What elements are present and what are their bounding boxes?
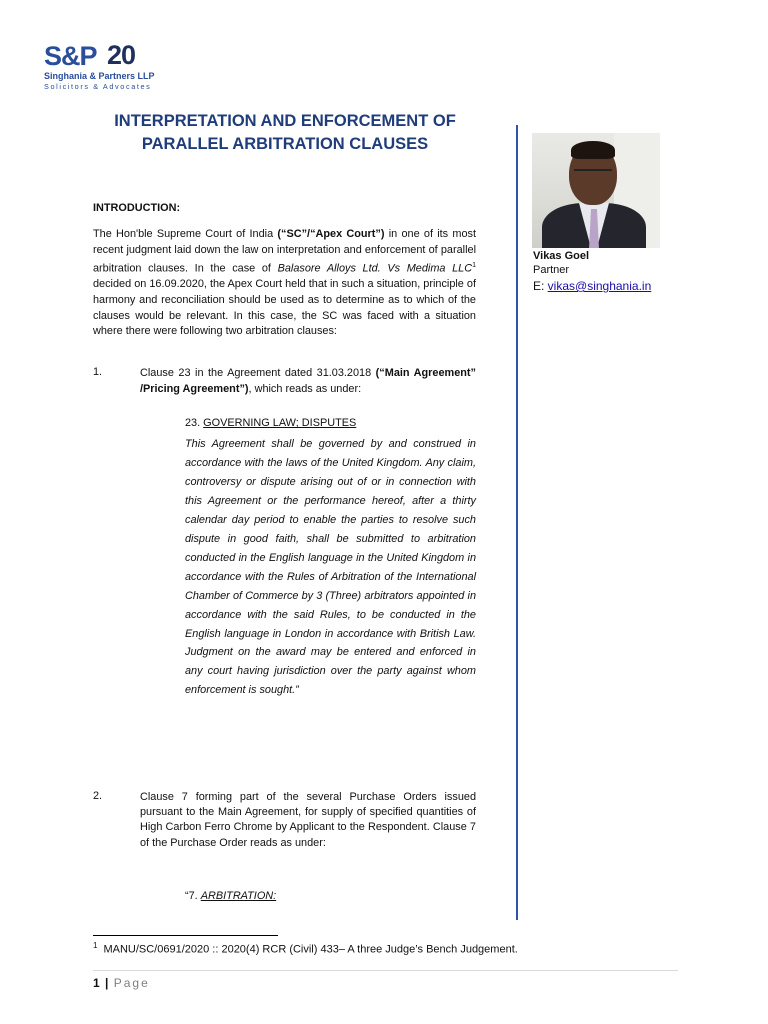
firm-logo [44,42,164,94]
document-title [110,110,460,156]
item-1-text [140,366,476,397]
footnote [93,941,518,956]
author-name: Vikas Goel [533,250,590,262]
clause-7-prefix: “7. [185,890,201,902]
footnote-text: MANU/SC/0691/2020 :: 2020(4) RCR (Civil) 433– A three Judge’s Bench Judgement. [103,943,518,956]
case-name: Balasore Alloys Ltd. Vs Medima LLC [277,262,473,275]
footnote-mark: 1 [93,941,98,950]
item-1-text-a: Clause 23 in the Agreement dated 31.03.2018 [140,367,376,379]
footer-rule [93,970,678,971]
clause-7-heading [185,890,276,902]
page-footer [93,976,150,990]
author-email-line [533,279,651,293]
logo-anniversary: 20 [107,40,136,70]
author-email-link[interactable]: vikas@singhania.in [547,279,652,293]
logo-tagline: Solicitors & Advocates [44,82,152,91]
clause-23-number: 23. [185,417,204,429]
intro-text-a: The Hon'ble Supreme Court of India [93,228,278,240]
logo-firm-name: Singhania & Partners LLP [44,71,155,81]
item-1-number: 1. [93,366,103,378]
intro-defined-term: (“SC”/“Apex Court”) [277,228,385,240]
logo-mark-text: S&P [44,41,97,71]
item-1-text-c: , which reads as under: [248,382,362,395]
clause-7-title: ARBITRATION: [200,890,277,902]
page-number: 1 [93,976,101,990]
footnote-ref[interactable]: 1 [472,262,476,270]
title-line-1: INTERPRETATION AND ENFORCEMENT OF [114,112,456,130]
footer-separator: | [105,976,110,990]
item-2-number: 2. [93,790,103,802]
email-prefix: E: [533,279,548,293]
intro-paragraph [93,227,476,340]
item-2-text: Clause 7 forming part of the several Purchase Orders issued pursuant to the Main Agreement, for supply of specified quantities of High Carbon Ferro Chrome by Applicant to the Respondent. Clause 7 of the Purchase Order reads as under: [140,791,476,849]
intro-text-c: in one of its most recent judgment laid down the law on interpretation and enforcement of parallel arbitration clauses. In the case of [93,228,476,275]
section-heading: INTRODUCTION: [93,202,181,214]
footnote-separator [93,935,278,936]
author-photo [532,133,660,248]
page-label: Page [113,976,150,990]
intro-text-e: decided on 16.09.2020, the Apex Court held that in such a situation, principle of harmony and reconciliation should be used as to determine as to which of the clauses would be relevant. In this case, the SC was faced with a situation where there were following two arbitration clauses: [93,278,476,338]
author-role: Partner [533,264,570,276]
clause-23-title: GOVERNING LAW; DISPUTES [203,417,357,429]
title-line-2: PARALLEL ARBITRATION CLAUSES [141,135,429,153]
clause-23-heading [185,417,356,429]
clause-23-quote: This Agreement shall be governed by and construed in accordance with the laws of the United Kingdom. Any claim, controversy or dispute arising out of or in connection with this Agreement or the performance hereof, after a thirty calendar day period to enable the parties to resolve such dispute in good faith, shall be submitted to arbitration conducted in the English language in the United Kingdom in accordance with the Rules of Arbitration of the International Chamber of Commerce by 3 (Three) arbitrators appointed in accordance with the said Rules, to be conducted in the English language in London in accordance with British Law. Judgment on the award may be entered and enforced in any court having jurisdiction over the party against whom enforcement is sought.” [185,438,476,697]
column-divider [516,125,518,920]
item-1-defined-term: (“Main Agreement” /Pricing Agreement”) [140,367,476,395]
logo-mark [44,42,97,70]
